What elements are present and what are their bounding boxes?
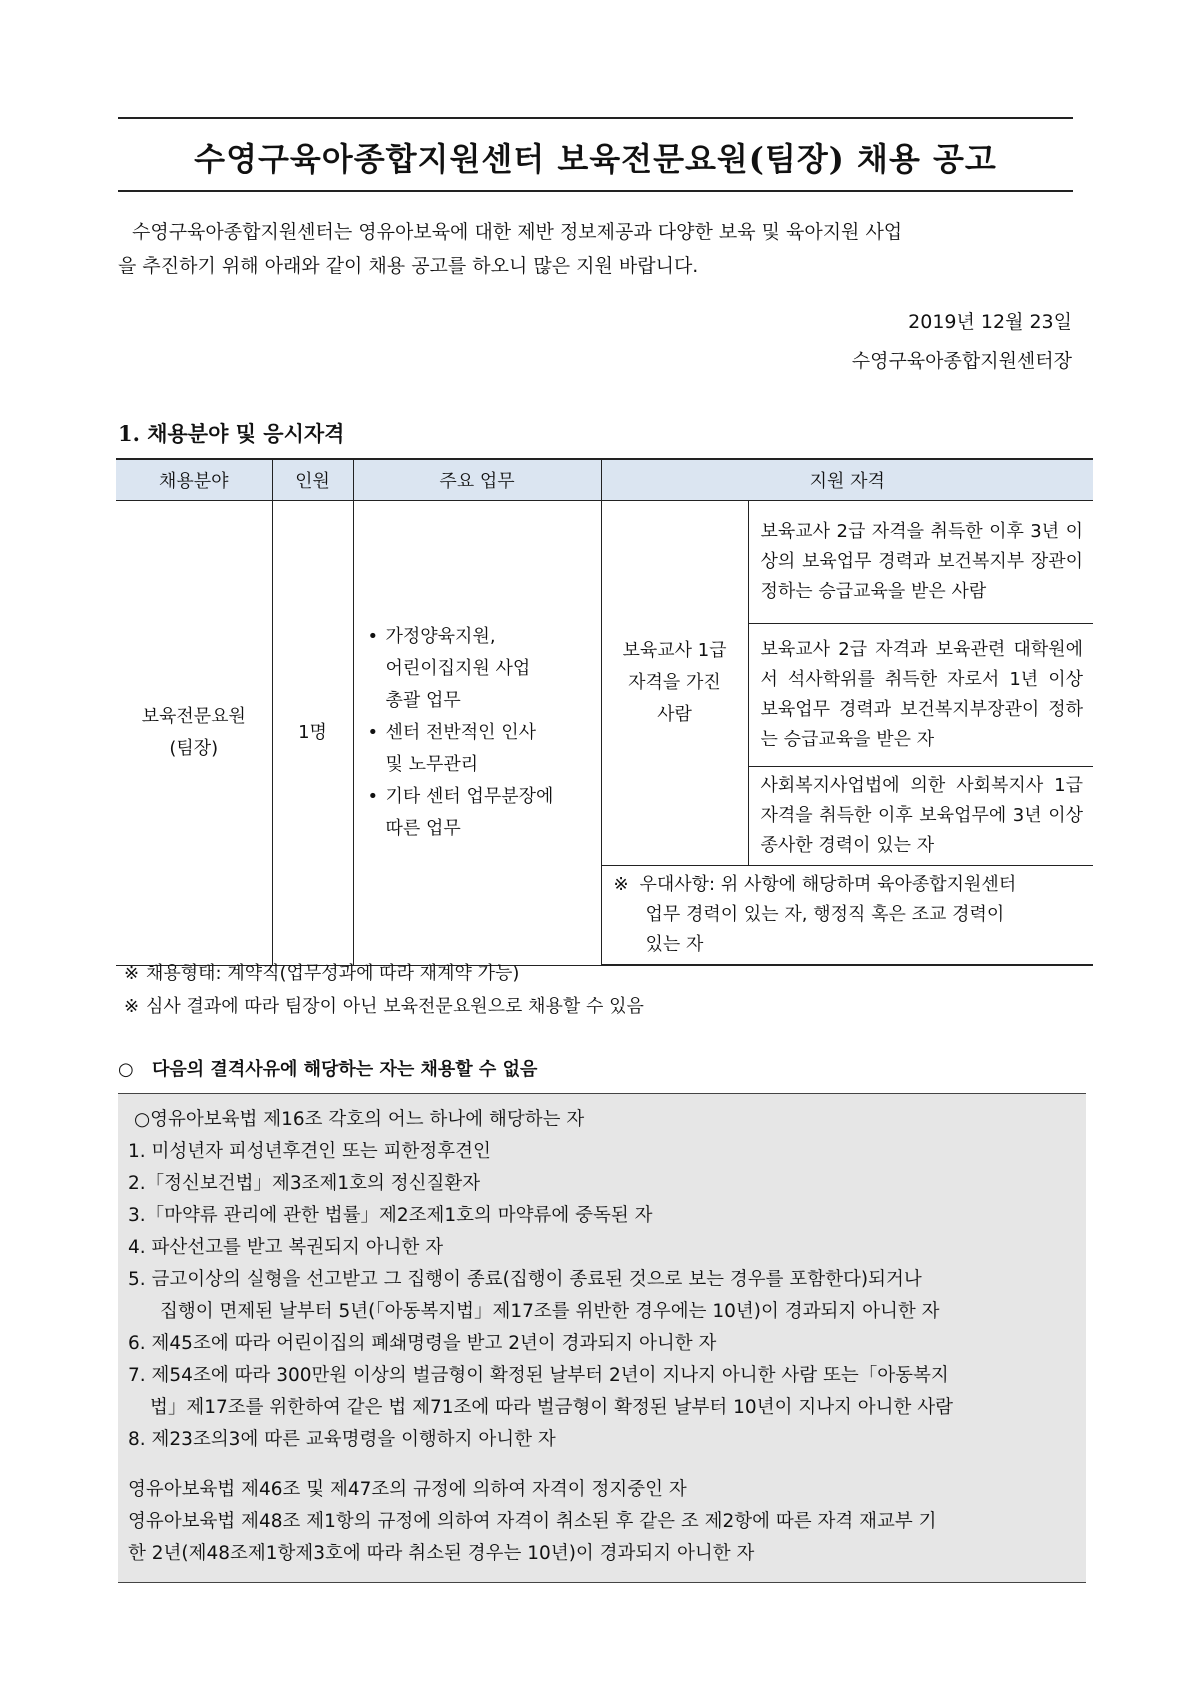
reference-mark-icon: ※: [124, 963, 140, 984]
duty-line: • 기타 센터 업무분장에: [385, 785, 554, 807]
list-item: 1. 미성년자 피성년후견인 또는 피한정후견인: [128, 1141, 491, 1162]
list-item: 2.「정신보건법」제3조제1호의 정신질환자: [128, 1173, 481, 1194]
list-item: 8. 제23조의3에 따른 교육명령을 이행하지 아니한 자: [128, 1429, 556, 1450]
preference-line: 업무 경력이 있는 자, 행정직 혹은 조교 경력이: [645, 904, 1005, 925]
duty-line: 총괄 업무: [385, 689, 461, 711]
preference-line: 우대사항: 위 사항에 해당하며 육아종합지원센터: [639, 874, 1017, 895]
duty-line: • 가정양육지원,: [385, 625, 496, 647]
duty-line: 따른 업무: [385, 817, 461, 839]
note-employment-type: [118, 957, 644, 990]
qualification-1: 보육교사 2급 자격을 취득한 이후 3년 이상의 보육업무 경력과 보건복지부 장관이 정하는 승급교육을 받은 사람: [748, 501, 1093, 624]
list-item: [368, 781, 600, 845]
list-item: 7. 제54조에 따라 300만원 이상의 벌금형이 확정된 날부터 2년이 지나지 아니한 사람 또는「아동복지: [128, 1365, 949, 1386]
duties-cell: [353, 501, 601, 966]
header-duties: 주요 업무: [353, 459, 601, 501]
qualification-3: 사회복지사업법에 의한 사회복지사 1급 자격을 취득한 이후 보육업무에 3년 이상 종사한 경력이 있는 자: [748, 767, 1093, 866]
list-item-continued: 집행이 면제된 날부터 5년(「아동복지법」제17조를 위반한 경우에는 10년)이 경과되지 아니한 자: [160, 1301, 940, 1322]
preference-line: 있는 자: [645, 934, 704, 955]
header-field: 채용분야: [116, 459, 272, 501]
intro-line-2: 을 추진하기 위해 아래와 같이 채용 공고를 하오니 많은 지원 바랍니다.: [118, 255, 699, 277]
note-text: 심사 결과에 따라 팀장이 아닌 보육전문요원으로 채용할 수 있음: [146, 996, 644, 1017]
table-header-row: [116, 459, 1093, 501]
section-heading: 1. 채용분야 및 응시자격: [118, 421, 345, 446]
recruitment-table: [116, 458, 1093, 966]
disqualification-heading-text: 다음의 결격사유에 해당하는 자는 채용할 수 없음: [152, 1059, 538, 1080]
field-title: (팀장): [169, 737, 219, 759]
table-row: [116, 501, 1093, 624]
notes: [118, 957, 644, 1023]
duties-list: [368, 621, 600, 845]
list-item: 3.「마약류 관리에 관한 법률」제2조제1호의 마약류에 중독된 자: [128, 1205, 653, 1226]
intro-line-1: 수영구육아종합지원센터는 영유아보육에 대한 제반 정보제공과 다양한 보육 및 육아지원 사업: [132, 221, 903, 243]
page-title: 수영구육아종합지원센터 보육전문요원(팀장) 채용 공고: [194, 140, 997, 178]
note-text: 채용형태: 계약직(업무성과에 따라 재계약 가능): [146, 963, 520, 984]
title-box: [118, 117, 1073, 192]
requirement-cell: [601, 501, 748, 866]
field-name: 보육전문요원: [141, 705, 246, 727]
reference-mark-icon: ※: [124, 996, 140, 1017]
extra-disqualification: 영유아보육법 제48조 제1항의 규정에 의하여 자격이 취소된 후 같은 조 제2항에 따른 자격 재교부 기: [128, 1511, 937, 1532]
note-review-result: [118, 990, 644, 1023]
header-qualifications: 지원 자격: [601, 459, 1093, 501]
circle-bullet-icon: ○: [118, 1059, 134, 1080]
disqualification-heading: [118, 1055, 537, 1081]
duty-line: 및 노무관리: [385, 753, 479, 775]
extra-disqualification: 영유아보육법 제46조 및 제47조의 규정에 의하여 자격이 정지중인 자: [128, 1479, 687, 1500]
requirement-line: 보육교사 1급: [622, 640, 727, 661]
list-item: 5. 금고이상의 실형을 선고받고 그 집행이 종료(집행이 종료된 것으로 보는 경우를 포함한다)되거나: [128, 1269, 922, 1290]
duty-line: • 센터 전반적인 인사: [385, 721, 537, 743]
requirement-line: 사람: [657, 704, 692, 725]
disqualification-box: [118, 1093, 1086, 1583]
field-cell: [116, 501, 272, 966]
list-item: [368, 717, 600, 781]
header-count: 인원: [272, 459, 353, 501]
requirement-line: 자격을 가진: [628, 672, 721, 693]
list-item: 6. 제45조에 따라 어린이집의 폐쇄명령을 받고 2년이 경과되지 아니한 자: [128, 1333, 717, 1354]
count-cell: 1명: [272, 501, 353, 966]
list-item: [368, 621, 600, 717]
law-heading: ○영유아보육법 제16조 각호의 어느 하나에 해당하는 자: [134, 1109, 585, 1130]
list-item: 4. 파산선고를 받고 복권되지 아니한 자: [128, 1237, 444, 1258]
duty-line: 어린이집지원 사업: [385, 657, 531, 679]
issuer-name: 수영구육아종합지원센터장: [851, 350, 1072, 372]
reference-mark-icon: ※: [613, 874, 629, 895]
extra-disqualification-continued: 한 2년(제48조제1항제3호에 따라 취소된 경우는 10년)이 경과되지 아니한 자: [128, 1543, 755, 1564]
list-item-continued: 법」제17조를 위한하여 같은 법 제71조에 따라 벌금형이 확정된 날부터 10년이 지나지 아니한 사람: [150, 1397, 954, 1418]
announcement-date: 2019년 12월 23일: [908, 311, 1072, 333]
preference-cell: [601, 866, 1093, 966]
intro-paragraph: [118, 215, 1070, 283]
qualification-2: 보육교사 2급 자격과 보육관련 대학원에서 석사학위를 취득한 자로서 1년 이상 보육업무 경력과 보건복지부장관이 정하는 승급교육을 받은 자: [748, 624, 1093, 767]
